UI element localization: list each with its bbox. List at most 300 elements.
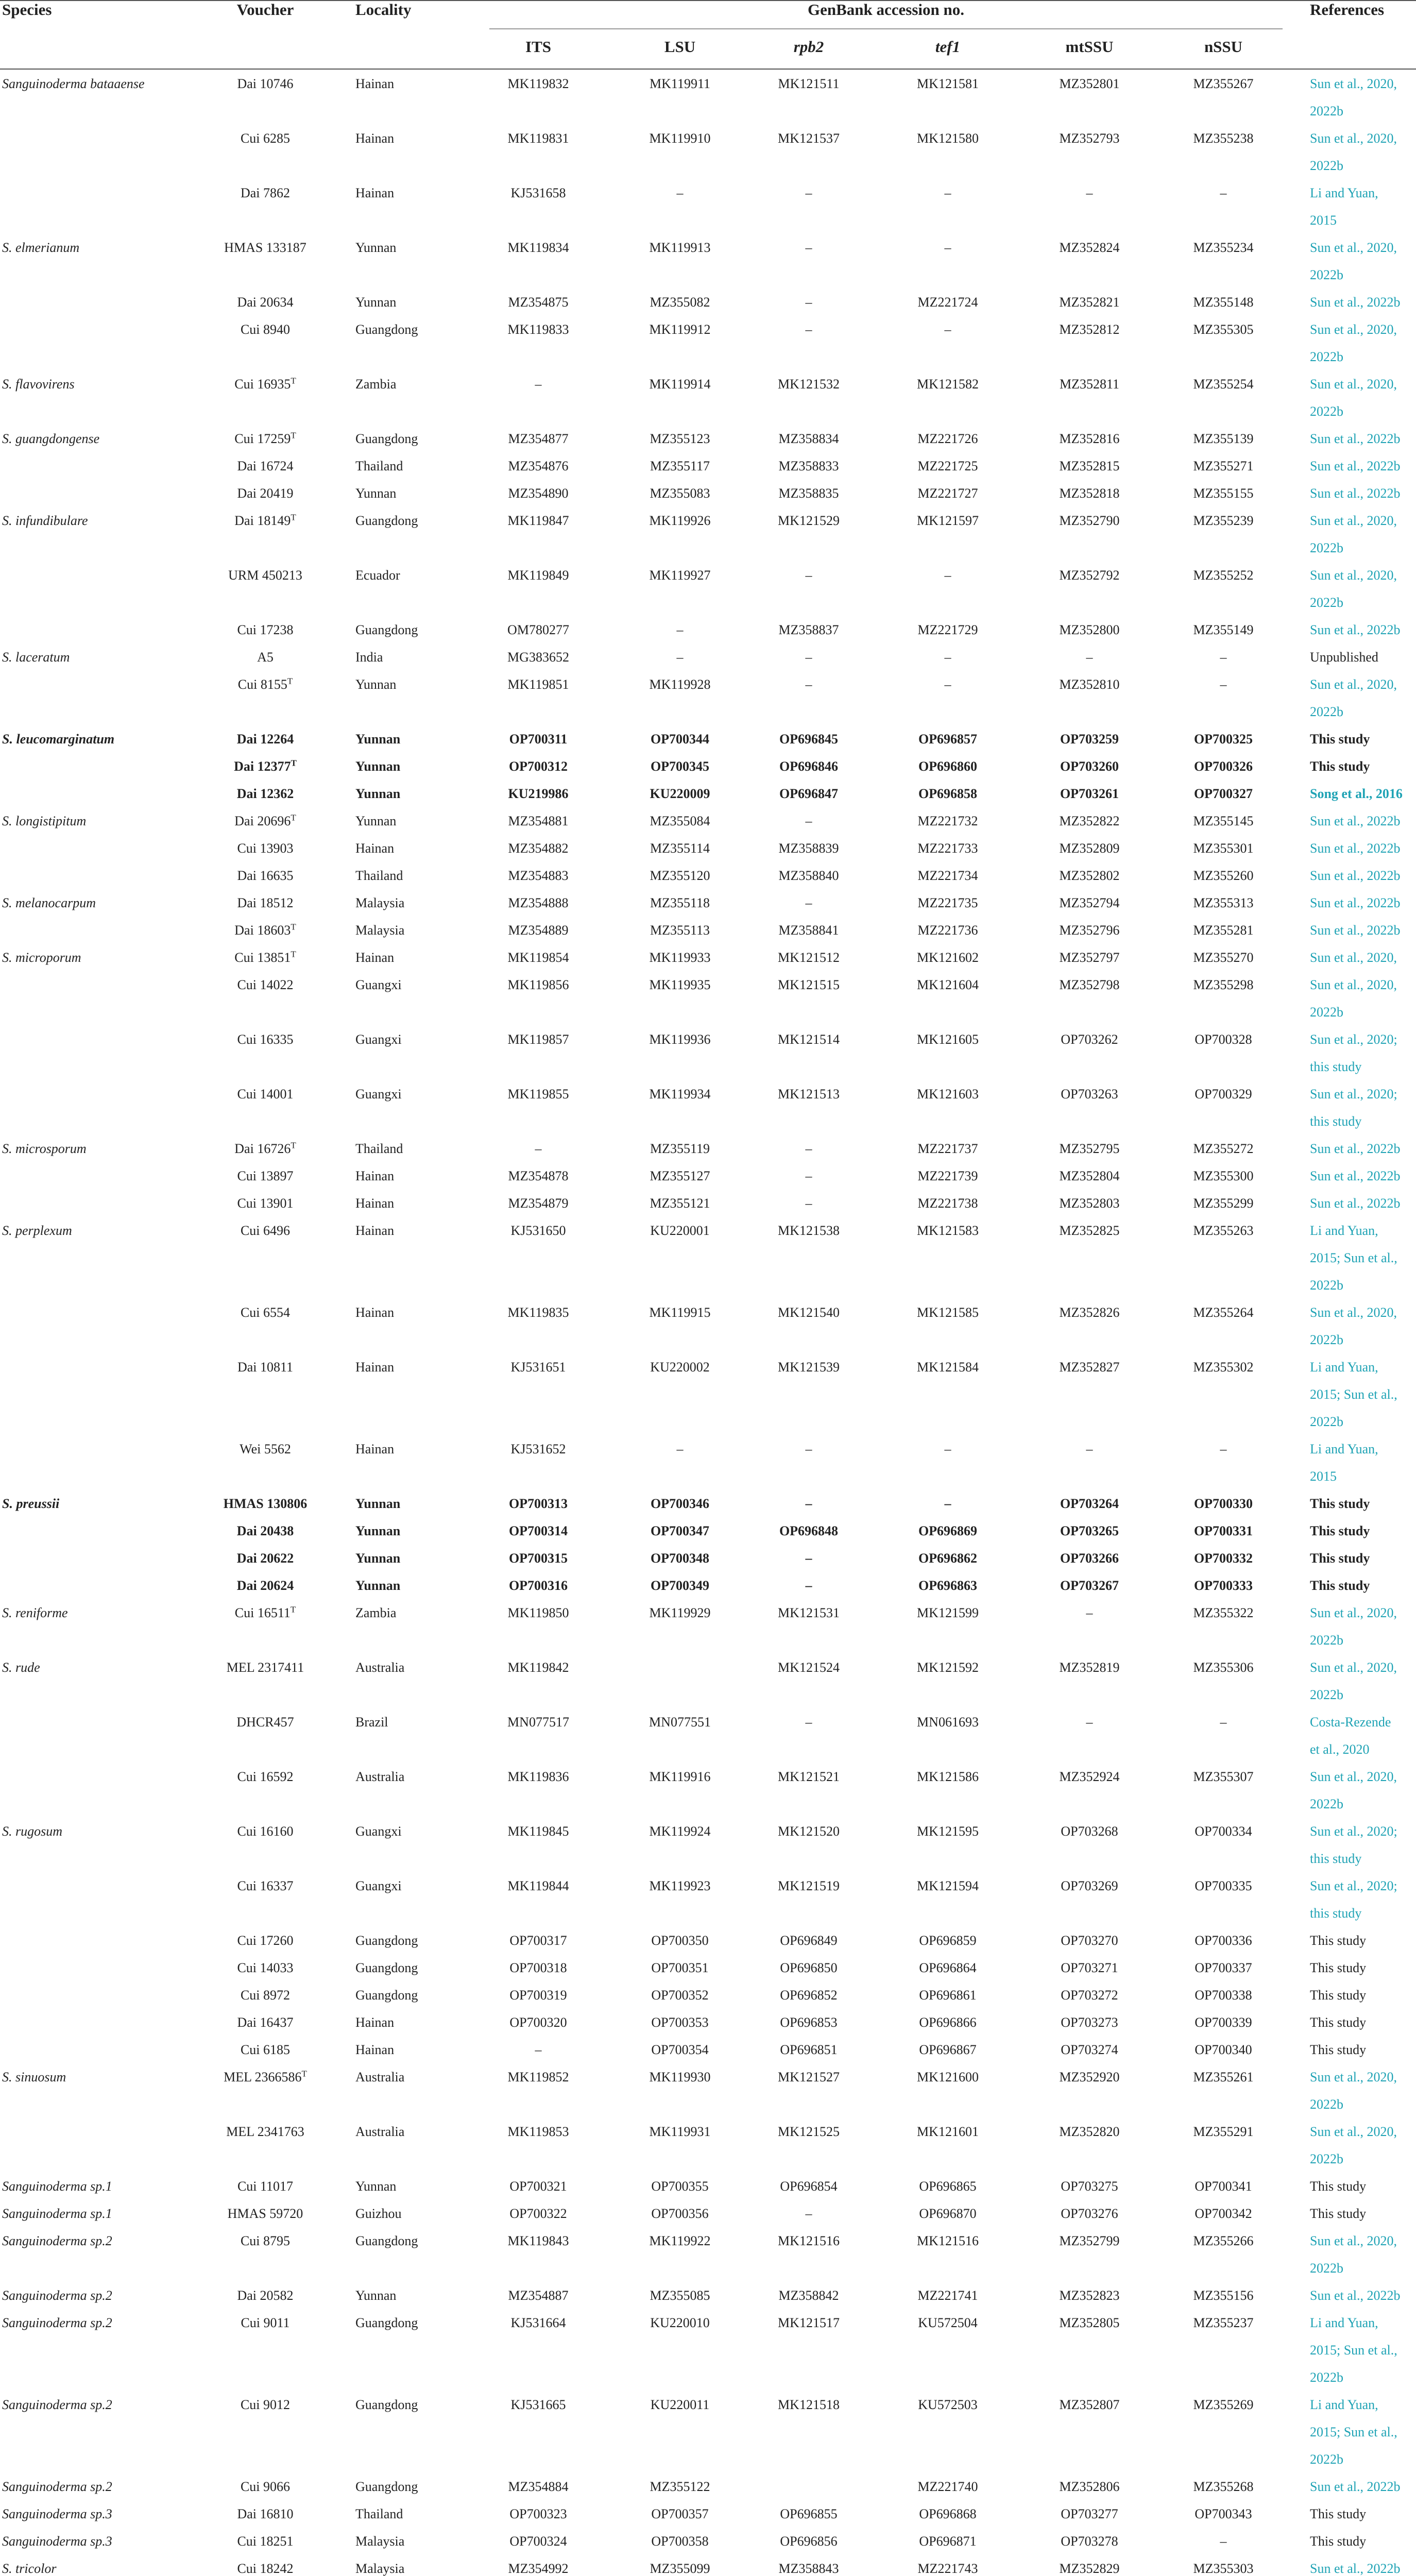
voucher-cell: Cui 16337: [237, 1878, 294, 1893]
reference-cell: Sun et al., 2020,: [1310, 1305, 1397, 1320]
lsu-cell: MK119931: [649, 2124, 711, 2139]
nssu-cell: OP700331: [1193, 1523, 1253, 1538]
locality-cell: Brazil: [355, 1715, 388, 1730]
reference-cell: This study: [1310, 2506, 1367, 2521]
lsu-cell: –: [676, 1442, 684, 1456]
reference-cell: Sun et al., 2020,: [1310, 568, 1397, 583]
lsu-cell: MK119914: [649, 377, 711, 392]
lsu-cell: –: [676, 622, 684, 637]
tef1-cell: MZ221738: [917, 1196, 978, 1211]
reference-cell: Sun et al., 2020,: [1310, 322, 1397, 337]
lsu-cell: MZ355120: [650, 868, 710, 883]
reference-cell: This study: [1310, 1960, 1367, 1975]
mtssu-cell: MZ352810: [1059, 677, 1120, 692]
locality-cell: Yunnan: [355, 1551, 401, 1566]
nssu-cell: OP700339: [1195, 2015, 1252, 2030]
voucher-cell: Cui 16592: [237, 1769, 294, 1784]
voucher-cell: Cui 14022: [237, 977, 294, 992]
type-specimen-marker: T: [287, 676, 293, 686]
reference-cell: 2022b: [1310, 1332, 1343, 1347]
lsu-cell: MK119912: [649, 322, 711, 337]
nssu-cell: OP700330: [1193, 1496, 1253, 1511]
its-cell: MZ354890: [508, 486, 569, 501]
lsu-cell: MZ355083: [650, 486, 710, 501]
locality-cell: Guizhou: [355, 2206, 402, 2221]
its-cell: MZ354884: [508, 2479, 569, 2494]
tef1-cell: OP696860: [918, 759, 978, 774]
locality-cell: Guangxi: [355, 977, 402, 992]
its-cell: MZ354882: [508, 841, 569, 856]
locality-cell: Thailand: [355, 459, 403, 473]
locality-cell: Guangdong: [355, 2315, 418, 2330]
mtssu-cell: MZ352826: [1059, 1305, 1120, 1320]
rpb2-cell: –: [805, 1442, 812, 1456]
lsu-cell: –: [676, 650, 684, 665]
tef1-cell: MK121583: [917, 1223, 979, 1238]
nssu-cell: –: [1220, 1715, 1227, 1730]
lsu-cell: MZ355114: [650, 841, 710, 856]
header-locality: Locality: [355, 1, 412, 19]
lsu-cell: MZ355117: [650, 459, 710, 473]
locality-cell: Yunnan: [355, 1523, 401, 1538]
reference-cell: 2022b: [1310, 704, 1343, 719]
species-cell: S. reniforme: [2, 1605, 68, 1620]
tef1-cell: MK121599: [917, 1605, 979, 1620]
voucher-cell: Dai 20419: [237, 486, 294, 501]
rpb2-cell: OP696849: [780, 1933, 838, 1948]
its-cell: MK119832: [507, 76, 569, 91]
rpb2-cell: –: [805, 1715, 812, 1730]
nssu-cell: OP700327: [1193, 786, 1253, 801]
voucher-cell: Cui 14033: [237, 1960, 294, 1975]
nssu-cell: MZ355300: [1193, 1168, 1254, 1183]
nssu-cell: MZ355298: [1193, 977, 1254, 992]
tef1-cell: OP696861: [919, 1988, 977, 2003]
voucher-cell: HMAS 59720: [227, 2206, 303, 2221]
rpb2-cell: OP696852: [780, 1988, 838, 2003]
reference-cell: Sun et al., 2022b: [1310, 1168, 1401, 1183]
reference-cell: This study: [1310, 2015, 1367, 2030]
locality-cell: Hainan: [355, 76, 395, 91]
voucher-cell: Cui $8155^T$: [237, 676, 293, 692]
locality-cell: Guangdong: [355, 2233, 418, 2248]
tef1-cell: MZ221732: [917, 814, 978, 828]
header-references: References: [1310, 1, 1385, 19]
tef1-cell: MZ221741: [917, 2288, 978, 2303]
its-cell: KU219986: [508, 786, 569, 801]
locality-cell: Hainan: [355, 1168, 395, 1183]
reference-cell: Sun et al., 2022b: [1310, 295, 1401, 310]
tef1-cell: –: [944, 240, 951, 255]
nssu-cell: –: [1220, 185, 1227, 200]
reference-cell: 2022b: [1310, 595, 1343, 610]
lsu-cell: MK119929: [649, 1605, 711, 1620]
mtssu-cell: OP703276: [1061, 2206, 1118, 2221]
voucher-cell: Cui 11017: [237, 2179, 294, 2194]
header-nssu: nSSU: [1204, 38, 1243, 56]
reference-cell: Sun et al., 2020,: [1310, 677, 1397, 692]
voucher-cell: Cui 17238: [237, 622, 294, 637]
nssu-cell: MZ355254: [1193, 377, 1254, 392]
nssu-cell: MZ355281: [1193, 923, 1254, 938]
locality-cell: Australia: [355, 1660, 405, 1675]
rpb2-cell: OP696854: [780, 2179, 838, 2194]
mtssu-cell: OP703272: [1061, 1988, 1118, 2003]
species-cell: S. preussii: [2, 1496, 60, 1511]
reference-cell: Sun et al., 2020,: [1310, 377, 1397, 392]
its-cell: MZ354876: [508, 459, 569, 473]
voucher-cell: Dai 10811: [237, 1360, 294, 1375]
tef1-cell: MK121603: [917, 1087, 979, 1101]
its-cell: MZ354887: [508, 2288, 569, 2303]
tef1-cell: OP696857: [918, 732, 978, 747]
lsu-cell: OP700357: [651, 2506, 709, 2521]
its-cell: KJ531658: [510, 185, 566, 200]
nssu-cell: OP700333: [1193, 1578, 1253, 1593]
tef1-cell: MK121586: [917, 1769, 979, 1784]
species-cell: Sanguinoderma sp.3: [2, 2506, 112, 2521]
tef1-cell: –: [944, 1442, 951, 1456]
voucher-cell: Cui 13901: [237, 1196, 294, 1211]
voucher-cell: Cui 16335: [237, 1032, 294, 1047]
locality-cell: Yunnan: [355, 814, 397, 828]
species-cell: S. rude: [2, 1660, 40, 1675]
reference-cell: 2022b: [1310, 404, 1343, 419]
rpb2-cell: OP696846: [779, 759, 839, 774]
voucher-cell: Cui 17260: [237, 1933, 294, 1948]
voucher-cell: Cui 6185: [240, 2042, 291, 2057]
species-cell: S. laceratum: [2, 650, 70, 665]
voucher-cell: Cui $16511^T$: [234, 1604, 296, 1620]
its-cell: MK119847: [507, 513, 569, 528]
reference-cell: Li and Yuan,: [1310, 1223, 1378, 1238]
mtssu-cell: OP703259: [1060, 732, 1119, 747]
reference-cell: 2022b: [1310, 104, 1343, 118]
its-cell: OP700320: [509, 2015, 567, 2030]
its-cell: OM780277: [507, 622, 569, 637]
its-cell: MK119853: [507, 2124, 569, 2139]
species-cell: Sanguinoderma sp.1: [2, 2206, 112, 2221]
mtssu-cell: MZ352801: [1059, 76, 1120, 91]
rpb2-cell: –: [805, 1196, 812, 1211]
reference-cell: Sun et al., 2022b: [1310, 895, 1401, 910]
locality-cell: Malaysia: [355, 923, 405, 938]
reference-cell: 2015; Sun et al.,: [1310, 1250, 1397, 1265]
reference-cell: Sun et al., 2022b: [1310, 1141, 1401, 1156]
lsu-cell: MZ355118: [650, 895, 710, 910]
mtssu-cell: OP703264: [1060, 1496, 1119, 1511]
species-cell: S. tricolor: [2, 2561, 57, 2576]
species-cell: Sanguinoderma sp.2: [2, 2397, 112, 2412]
mtssu-cell: MZ352822: [1059, 814, 1120, 828]
mtssu-cell: MZ352803: [1059, 1196, 1120, 1211]
mtssu-cell: MZ352796: [1059, 923, 1120, 938]
voucher-cell: Dai 20634: [237, 295, 294, 310]
locality-cell: Yunnan: [355, 240, 397, 255]
reference-cell: Sun et al., 2020,: [1310, 513, 1397, 528]
species-cell: Sanguinoderma sp.2: [2, 2479, 112, 2494]
voucher-cell: Cui 13903: [237, 841, 294, 856]
species-cell: S. flavovirens: [2, 377, 75, 392]
tef1-cell: OP696858: [918, 786, 978, 801]
lsu-cell: OP700356: [651, 2206, 709, 2221]
species-cell: Sanguinoderma sp.3: [2, 2534, 112, 2549]
mtssu-cell: OP703271: [1061, 1960, 1118, 1975]
reference-cell: Sun et al., 2020,: [1310, 1660, 1397, 1675]
mtssu-cell: –: [1086, 1605, 1093, 1620]
lsu-cell: OP700351: [651, 1960, 709, 1975]
type-specimen-marker: T: [291, 949, 296, 959]
type-specimen-marker: T: [291, 1140, 296, 1150]
reference-cell: this study: [1310, 1059, 1362, 1074]
its-cell: OP700319: [509, 1988, 567, 2003]
reference-cell: Sun et al., 2020,: [1310, 1769, 1397, 1784]
reference-cell: this study: [1310, 1114, 1362, 1129]
species-cell: Sanguinoderma sp.2: [2, 2233, 112, 2248]
voucher-cell: Dai $12377^T$: [234, 758, 297, 774]
locality-cell: Guangdong: [355, 431, 418, 446]
reference-cell: 2022b: [1310, 2151, 1343, 2166]
mtssu-cell: OP703263: [1061, 1087, 1118, 1101]
rpb2-cell: OP696853: [780, 2015, 838, 2030]
mtssu-cell: OP703265: [1060, 1523, 1119, 1538]
rpb2-cell: MK121514: [778, 1032, 840, 1047]
rpb2-cell: MK121519: [778, 1878, 840, 1893]
mtssu-cell: OP703275: [1061, 2179, 1118, 2194]
nssu-cell: MZ355322: [1193, 1605, 1254, 1620]
tef1-cell: KU572503: [918, 2397, 978, 2412]
type-specimen-marker: T: [301, 2069, 307, 2079]
tef1-cell: MK121601: [917, 2124, 979, 2139]
its-cell: MK119843: [507, 2233, 569, 2248]
mtssu-cell: OP703262: [1061, 1032, 1118, 1047]
header-mtssu: mtSSU: [1065, 38, 1114, 56]
nssu-cell: MZ355234: [1193, 240, 1254, 255]
nssu-cell: OP700328: [1195, 1032, 1252, 1047]
locality-cell: Guangdong: [355, 622, 418, 637]
nssu-cell: MZ355156: [1193, 2288, 1254, 2303]
reference-cell: 2015; Sun et al.,: [1310, 2343, 1397, 2358]
lsu-cell: KU220001: [650, 1223, 710, 1238]
locality-cell: Guangdong: [355, 2397, 418, 2412]
lsu-cell: MZ355119: [650, 1141, 710, 1156]
lsu-cell: MK119913: [649, 240, 711, 255]
reference-cell: Sun et al., 2022b: [1310, 2288, 1401, 2303]
tef1-cell: MK121594: [917, 1878, 979, 1893]
locality-cell: Guangxi: [355, 1878, 402, 1893]
reference-cell: 2022b: [1310, 1633, 1343, 1648]
voucher-cell: Cui 16160: [237, 1824, 294, 1839]
reference-cell: Sun et al., 2022b: [1310, 868, 1401, 883]
rpb2-cell: –: [805, 1496, 812, 1511]
rpb2-cell: –: [805, 650, 812, 665]
nssu-cell: OP700329: [1195, 1087, 1252, 1101]
lsu-cell: OP700345: [650, 759, 710, 774]
tef1-cell: OP696867: [919, 2042, 977, 2057]
reference-cell: Sun et al., 2022b: [1310, 486, 1401, 501]
lsu-cell: OP700358: [651, 2534, 709, 2549]
its-cell: OP700313: [508, 1496, 568, 1511]
reference-cell: Li and Yuan,: [1310, 1360, 1378, 1375]
voucher-cell: Cui 8972: [240, 1988, 291, 2003]
its-cell: MK119831: [507, 131, 569, 146]
mtssu-cell: OP703270: [1061, 1933, 1118, 1948]
lsu-cell: OP700354: [651, 2042, 709, 2057]
nssu-cell: MZ355313: [1193, 895, 1254, 910]
rpb2-cell: OP696851: [780, 2042, 838, 2057]
locality-cell: Australia: [355, 1769, 405, 1784]
tef1-cell: MK121592: [917, 1660, 979, 1675]
nssu-cell: OP700335: [1195, 1878, 1252, 1893]
tef1-cell: MZ221735: [917, 895, 978, 910]
lsu-cell: KU220009: [650, 786, 710, 801]
tef1-cell: OP696863: [918, 1578, 978, 1593]
its-cell: MZ354875: [508, 295, 569, 310]
header-lsu: LSU: [664, 38, 696, 56]
tef1-cell: OP696859: [919, 1933, 977, 1948]
its-cell: MK119857: [507, 1032, 569, 1047]
nssu-cell: MZ355238: [1193, 131, 1254, 146]
lsu-cell: MZ355113: [650, 923, 710, 938]
lsu-cell: KU220011: [650, 2397, 710, 2412]
tef1-cell: OP696868: [919, 2506, 977, 2521]
lsu-cell: KU220002: [650, 1360, 710, 1375]
voucher-cell: Cui 9011: [241, 2315, 290, 2330]
voucher-cell: Cui 6554: [240, 1305, 291, 1320]
reference-cell: Sun et al., 2020;: [1310, 1878, 1397, 1893]
voucher-cell: Cui 13897: [237, 1168, 294, 1183]
reference-cell: Sun et al., 2020,: [1310, 1605, 1397, 1620]
header-tef1: tef1: [935, 38, 961, 56]
nssu-cell: –: [1220, 650, 1227, 665]
reference-cell: Sun et al., 2022b: [1310, 923, 1401, 938]
mtssu-cell: MZ352795: [1059, 1141, 1120, 1156]
species-cell: S. perplexum: [2, 1223, 72, 1238]
reference-cell: This study: [1310, 2179, 1367, 2194]
tef1-cell: –: [944, 1496, 951, 1511]
reference-cell: Unpublished: [1310, 650, 1378, 665]
reference-cell: 2022b: [1310, 1414, 1343, 1429]
voucher-cell: Cui 8795: [240, 2233, 291, 2248]
voucher-cell: Dai 20582: [237, 2288, 294, 2303]
rpb2-cell: MK121520: [778, 1824, 840, 1839]
voucher-cell: Dai $20696^T$: [234, 812, 296, 828]
rpb2-cell: MK121512: [778, 950, 840, 965]
lsu-cell: –: [676, 185, 684, 200]
lsu-cell: OP700348: [650, 1551, 710, 1566]
rpb2-cell: MK121517: [778, 2315, 840, 2330]
its-cell: OP700312: [508, 759, 568, 774]
reference-cell: This study: [1310, 2534, 1367, 2549]
its-cell: MK119850: [507, 1605, 569, 1620]
mtssu-cell: MZ352820: [1059, 2124, 1120, 2139]
tef1-cell: MZ221727: [917, 486, 978, 501]
rpb2-cell: –: [805, 1551, 812, 1566]
its-cell: MK119833: [507, 322, 569, 337]
nssu-cell: MZ355139: [1193, 431, 1254, 446]
its-cell: MK119835: [507, 1305, 569, 1320]
nssu-cell: –: [1220, 1442, 1227, 1456]
species-cell: S. microporum: [2, 950, 81, 965]
mtssu-cell: OP703269: [1061, 1878, 1118, 1893]
type-specimen-marker: T: [291, 922, 296, 932]
rpb2-cell: MK121529: [778, 513, 840, 528]
locality-cell: Hainan: [355, 2015, 395, 2030]
voucher-cell: HMAS 130806: [223, 1496, 308, 1511]
its-cell: KJ531652: [510, 1442, 566, 1456]
rpb2-cell: OP696848: [779, 1523, 839, 1538]
locality-cell: Hainan: [355, 1442, 395, 1456]
voucher-cell: Dai $18149^T$: [234, 512, 296, 528]
tef1-cell: MZ221726: [917, 431, 978, 446]
reference-cell: Li and Yuan,: [1310, 2397, 1378, 2412]
mtssu-cell: MZ352798: [1059, 977, 1120, 992]
locality-cell: Malaysia: [355, 2561, 405, 2576]
reference-cell: 2022b: [1310, 1278, 1343, 1293]
rpb2-cell: MZ358837: [778, 622, 839, 637]
tef1-cell: –: [944, 322, 951, 337]
mtssu-cell: OP703261: [1060, 786, 1119, 801]
locality-cell: India: [355, 650, 383, 665]
reference-cell: Song et al., 2016: [1310, 786, 1403, 801]
rpb2-cell: MK121511: [778, 76, 840, 91]
lsu-cell: KU220010: [650, 2315, 710, 2330]
rpb2-cell: MK121540: [778, 1305, 840, 1320]
rpb2-cell: MZ358841: [778, 923, 839, 938]
voucher-cell: DHCR457: [236, 1715, 294, 1730]
locality-cell: Thailand: [355, 2506, 403, 2521]
rpb2-cell: MK121531: [778, 1605, 840, 1620]
nssu-cell: MZ355303: [1193, 2561, 1254, 2576]
reference-cell: this study: [1310, 1851, 1362, 1866]
reference-cell: 2022b: [1310, 2261, 1343, 2276]
its-cell: MZ354888: [508, 895, 569, 910]
locality-cell: Guangxi: [355, 1087, 402, 1101]
locality-cell: Guangdong: [355, 513, 418, 528]
rpb2-cell: –: [805, 568, 812, 583]
reference-cell: 2015: [1310, 213, 1337, 228]
tef1-cell: MZ221737: [917, 1141, 978, 1156]
its-cell: MK119854: [507, 950, 569, 965]
tef1-cell: OP696871: [919, 2534, 977, 2549]
nssu-cell: OP700337: [1195, 1960, 1252, 1975]
its-cell: OP700323: [509, 2506, 567, 2521]
voucher-cell: Cui 6496: [240, 1223, 291, 1238]
species-cell: Sanguinoderma sp.2: [2, 2315, 112, 2330]
reference-cell: Sun et al., 2020,: [1310, 240, 1397, 255]
rpb2-cell: MZ358839: [778, 841, 839, 856]
tef1-cell: MZ221725: [917, 459, 978, 473]
rpb2-cell: MK121527: [778, 2070, 840, 2084]
rpb2-cell: –: [805, 1578, 812, 1593]
reference-cell: This study: [1310, 2042, 1367, 2057]
its-cell: KJ531665: [510, 2397, 566, 2412]
reference-cell: Sun et al., 2020;: [1310, 1824, 1397, 1839]
tef1-cell: MK121597: [917, 513, 979, 528]
reference-cell: This study: [1310, 1933, 1367, 1948]
locality-cell: Hainan: [355, 1305, 395, 1320]
tef1-cell: OP696866: [919, 2015, 977, 2030]
lsu-cell: MK119935: [649, 977, 711, 992]
voucher-cell: Dai 16724: [237, 459, 294, 473]
voucher-cell: Cui 18242: [237, 2561, 294, 2576]
its-cell: KJ531650: [510, 1223, 566, 1238]
tef1-cell: MZ221734: [917, 868, 978, 883]
voucher-cell: Cui 8940: [240, 322, 291, 337]
mtssu-cell: MZ352807: [1059, 2397, 1120, 2412]
voucher-cell: Cui 6285: [240, 131, 291, 146]
header-bottom-rule: [0, 69, 1416, 70]
